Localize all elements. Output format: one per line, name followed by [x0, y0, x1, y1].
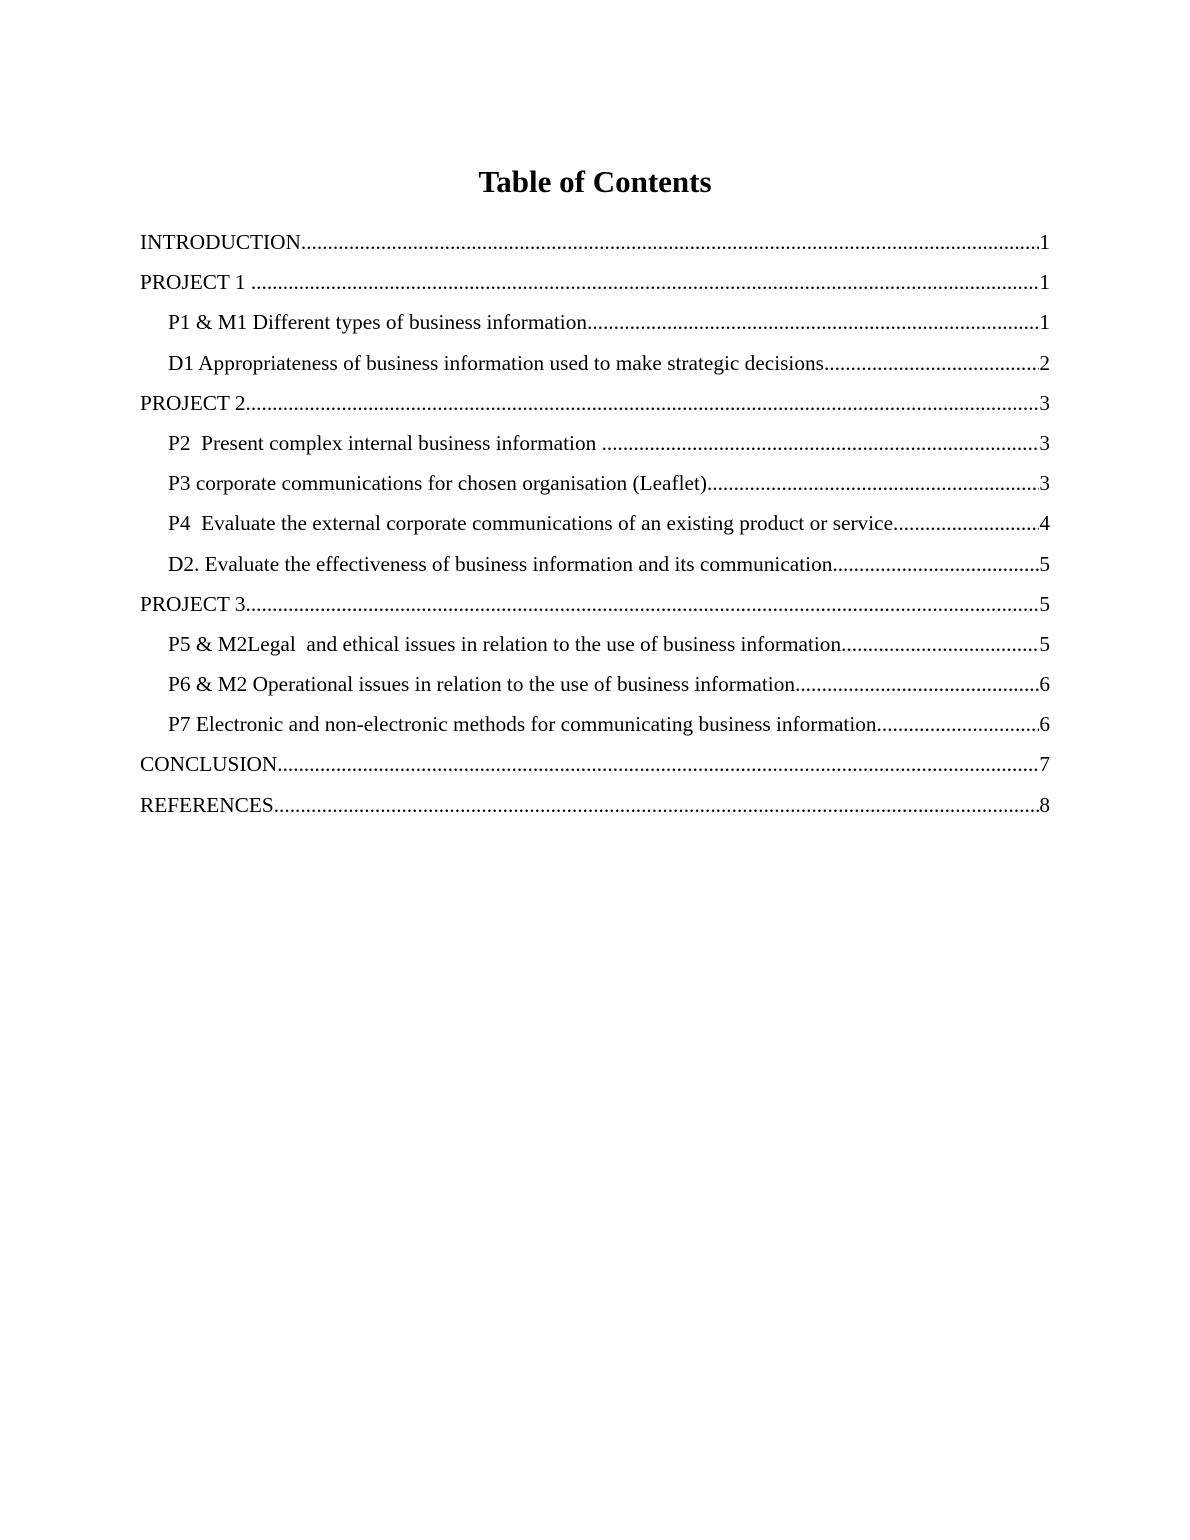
- toc-entry-text: P2 Present complex internal business information: [168, 430, 602, 455]
- toc-entry[interactable]: [140, 302, 1050, 342]
- toc-page-number: 5: [1039, 591, 1050, 616]
- toc-entry[interactable]: [140, 785, 1050, 825]
- toc-entry-text: P6 & M2 Operational issues in relation to the use of business information: [168, 672, 795, 697]
- toc-entry-text: P5 & M2Legal and ethical issues in relation to the use of business information: [168, 631, 842, 656]
- toc-page-number: 7: [1039, 752, 1050, 777]
- toc-entry[interactable]: [140, 222, 1050, 262]
- toc-entry[interactable]: [140, 584, 1050, 624]
- toc-entry[interactable]: [140, 664, 1050, 704]
- toc-page-number: 5: [1039, 631, 1050, 656]
- toc-dot-leader: [824, 343, 1039, 383]
- toc-entry-text: P3 corporate communications for chosen organisation (Leaflet): [168, 471, 707, 496]
- toc-page-number: 1: [1039, 270, 1050, 295]
- toc-dot-leader: [832, 544, 1039, 584]
- toc-dot-leader: [274, 785, 1040, 825]
- toc-dot-leader: [893, 503, 1039, 543]
- toc-dot-leader: [841, 624, 1039, 664]
- toc-entry[interactable]: [140, 624, 1050, 664]
- toc-entry[interactable]: [140, 544, 1050, 584]
- toc-dot-leader: [877, 704, 1040, 744]
- toc-entry-text: D1 Appropriateness of business information used to make strategic decisions: [168, 350, 824, 375]
- toc-dot-leader: [246, 584, 1040, 624]
- toc-entry[interactable]: [140, 704, 1050, 744]
- toc-entry-text: D2. Evaluate the effectiveness of business information and its communication: [168, 551, 833, 576]
- toc-page-number: 3: [1039, 471, 1050, 496]
- toc-entry-text: INTRODUCTION: [140, 230, 301, 254]
- toc-entry-text: PROJECT 1: [140, 270, 251, 295]
- toc-page-number: 6: [1039, 712, 1050, 737]
- toc-page-number: 1: [1039, 310, 1050, 335]
- toc-entry-text: P1 & M1 Different types of business information: [168, 310, 587, 335]
- toc-page-number: 4: [1039, 511, 1050, 536]
- toc-page-number: 3: [1039, 390, 1050, 415]
- toc-entry-text: REFERENCES: [140, 792, 274, 817]
- toc-dot-leader: [707, 463, 1039, 503]
- toc-dot-leader: [246, 383, 1040, 423]
- toc-dot-leader: [602, 423, 1040, 463]
- toc-entry[interactable]: [140, 262, 1050, 302]
- toc-page-number: 3: [1039, 430, 1050, 455]
- toc-page-number: 2: [1039, 350, 1050, 375]
- toc-dot-leader: [587, 302, 1039, 342]
- toc-entry[interactable]: [140, 383, 1050, 423]
- toc-entry[interactable]: [140, 423, 1050, 463]
- toc-list: [140, 222, 1050, 825]
- toc-entry-text: P7 Electronic and non-electronic methods for communicating business information: [168, 712, 877, 737]
- toc-title: Table of Contents: [478, 164, 712, 199]
- toc-page-number: 1: [1039, 230, 1050, 254]
- toc-page-number: 8: [1039, 792, 1050, 817]
- toc-entry-text: PROJECT 2: [140, 390, 246, 415]
- toc-page-number: 6: [1039, 672, 1050, 697]
- toc-page-number: 5: [1039, 551, 1050, 576]
- toc-entry[interactable]: [140, 744, 1050, 784]
- toc-entry-text: CONCLUSION: [140, 752, 278, 777]
- toc-dot-leader: [301, 222, 1039, 262]
- toc-dot-leader: [795, 664, 1039, 704]
- toc-entry[interactable]: [140, 463, 1050, 503]
- toc-entry-text: P4 Evaluate the external corporate communications of an existing product or service: [168, 511, 894, 536]
- toc-entry[interactable]: [140, 343, 1050, 383]
- toc-entry[interactable]: [140, 503, 1050, 543]
- toc-dot-leader: [251, 262, 1039, 302]
- toc-dot-leader: [277, 744, 1039, 784]
- toc-entry-text: PROJECT 3: [140, 591, 246, 616]
